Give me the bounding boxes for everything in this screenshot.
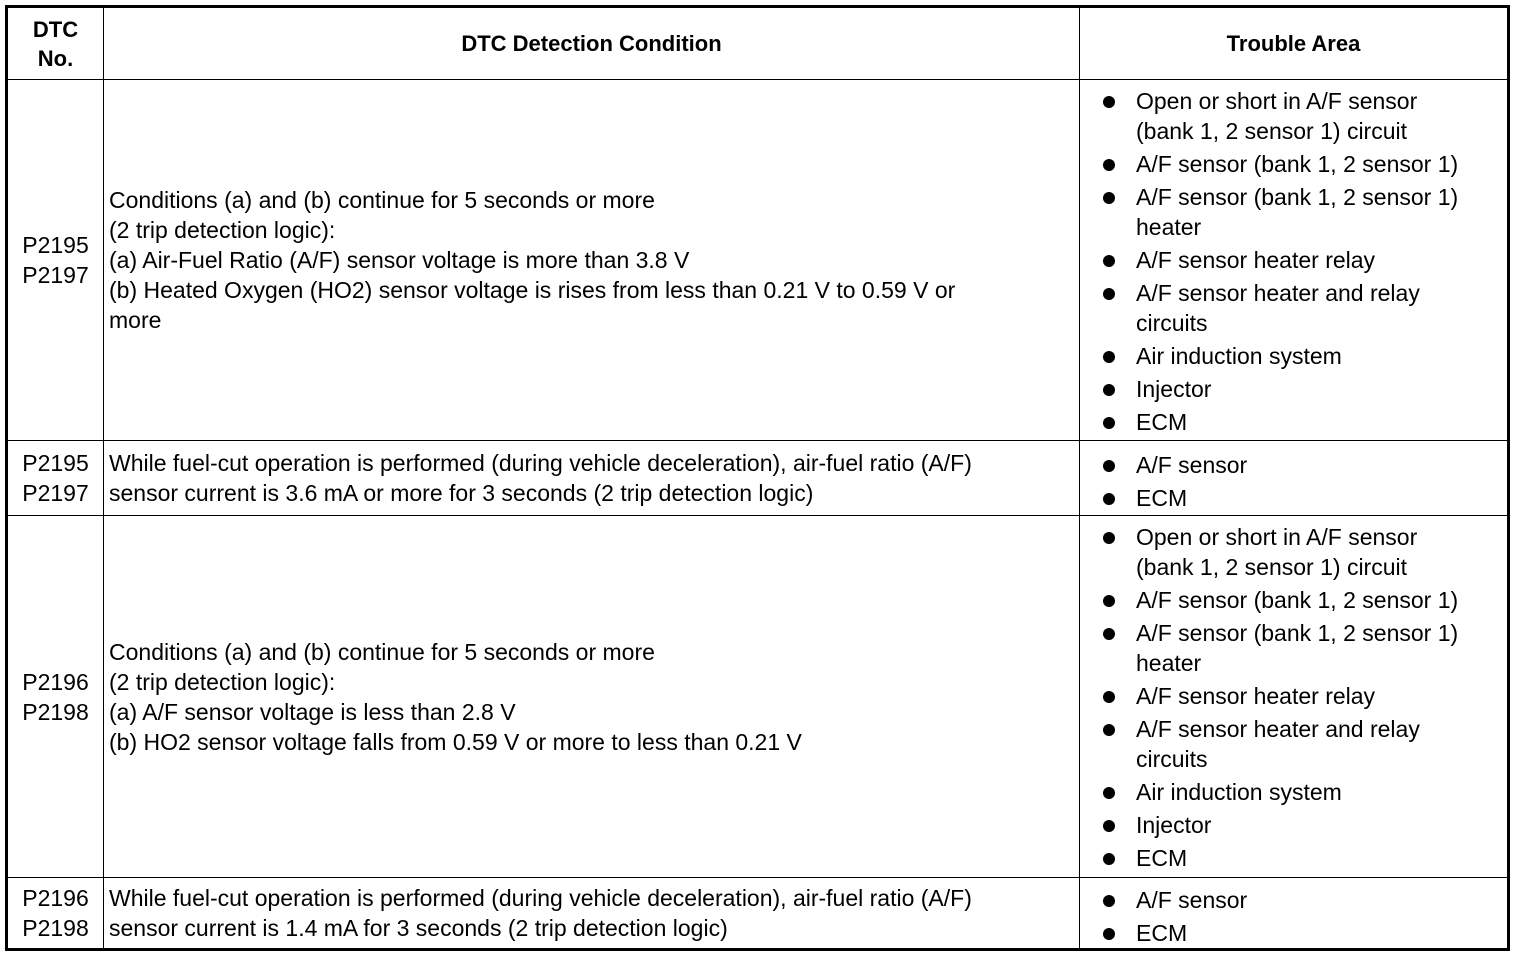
trouble-area-item [1100,483,1499,513]
detection-condition-cell [104,516,1080,878]
condition-line: (a) Air-Fuel Ratio (A/F) sensor voltage is more than 3.8 V [109,247,690,273]
dtc-table [5,5,1510,951]
trouble-area-item [1100,810,1499,840]
trouble-area-text: (bank 1, 2 sensor 1) circuit [1136,554,1408,580]
bullet-icon [1103,351,1115,363]
condition-line: (2 trip detection logic): [109,668,336,695]
bullet-icon [1103,724,1115,736]
trouble-area-text: A/F sensor (bank 1, 2 sensor 1) [1136,184,1459,210]
bullet-icon [1103,159,1115,171]
trouble-area-text: heater [1136,214,1202,240]
trouble-area-list [1100,450,1499,513]
trouble-area-text: Injector [1136,812,1212,838]
trouble-area-item [1100,681,1499,711]
header-condition: DTC Detection Condition [104,7,1080,80]
dtc-code: P2197 [22,480,89,506]
trouble-area-item [1100,245,1499,275]
dtc-code-cell [7,441,104,516]
table-row [7,80,1509,441]
dtc-code-cell [7,80,104,441]
bullet-icon [1103,787,1115,799]
condition-line: (b) HO2 sensor voltage falls from 0.59 V or more to less than 0.21 V [109,728,802,755]
trouble-area-cell [1080,80,1509,441]
trouble-area-text: Air induction system [1136,343,1342,369]
trouble-area-cell [1080,516,1509,878]
header-dtc-no [7,7,104,80]
bullet-icon [1103,628,1115,640]
trouble-area-text: Injector [1136,376,1212,402]
trouble-area-text: A/F sensor [1136,451,1248,478]
trouble-area-cell [1080,441,1509,516]
header-row [7,7,1509,80]
table-row [7,516,1509,878]
trouble-area-text: A/F sensor heater relay [1136,247,1376,273]
trouble-area-item [1100,585,1499,615]
trouble-area-item [1100,407,1499,437]
bullet-icon [1103,460,1115,472]
bullet-icon [1103,493,1115,505]
bullet-icon [1103,417,1115,429]
condition-line: sensor current is 1.4 mA for 3 seconds (2 trip detection logic) [109,915,728,941]
trouble-area-item [1100,182,1499,242]
condition-line: (b) Heated Oxygen (HO2) sensor voltage is rises from less than 0.21 V to 0.59 V or [109,277,956,303]
bullet-icon [1103,288,1115,300]
trouble-area-item [1100,777,1499,807]
trouble-area-text: circuits [1136,746,1208,772]
trouble-area-text: ECM [1136,919,1188,946]
trouble-area-list [1100,522,1499,873]
bullet-icon [1103,384,1115,396]
table-row [7,878,1509,950]
dtc-code: P2197 [22,262,89,288]
bullet-icon [1103,691,1115,703]
trouble-area-text: ECM [1136,409,1188,435]
trouble-area-item [1100,341,1499,371]
condition-line: Conditions (a) and (b) continue for 5 seconds or more [109,638,655,665]
dtc-code: P2198 [22,698,89,725]
trouble-area-item [1100,918,1499,948]
bullet-icon [1103,853,1115,865]
trouble-area-item [1100,374,1499,404]
trouble-area-item [1100,86,1499,146]
trouble-area-item [1100,714,1499,774]
dtc-code: P2198 [22,915,89,941]
bullet-icon [1103,895,1115,907]
condition-line: While fuel-cut operation is performed (during vehicle deceleration), air-fuel ratio (A/F) [109,885,972,911]
detection-condition-cell [104,878,1080,950]
dtc-code-cell [7,516,104,878]
bullet-icon [1103,928,1115,940]
trouble-area-item [1100,278,1499,338]
bullet-icon [1103,96,1115,108]
trouble-area-list [1100,86,1499,437]
trouble-area-item [1100,885,1499,915]
trouble-area-list [1100,885,1499,948]
detection-condition-cell [104,441,1080,516]
condition-line: more [109,307,162,333]
condition-line: (a) A/F sensor voltage is less than 2.8 V [109,698,516,725]
header-dtc-no-line-2: No. [37,45,74,71]
trouble-area-text: A/F sensor [1136,886,1248,913]
table-row [7,441,1509,516]
trouble-area-text: heater [1136,650,1202,676]
trouble-area-text: Open or short in A/F sensor [1136,524,1418,550]
condition-line: (2 trip detection logic): [109,217,336,243]
bullet-icon [1103,255,1115,267]
header-trouble-area: Trouble Area [1080,7,1509,80]
trouble-area-text: A/F sensor heater relay [1136,683,1376,709]
dtc-code: P2195 [22,232,89,258]
condition-line: Conditions (a) and (b) continue for 5 seconds or more [109,187,655,213]
bullet-icon [1103,820,1115,832]
trouble-area-text: A/F sensor (bank 1, 2 sensor 1) [1136,151,1459,177]
trouble-area-text: Air induction system [1136,779,1342,805]
trouble-area-text: ECM [1136,845,1188,871]
trouble-area-text: Open or short in A/F sensor [1136,88,1418,114]
bullet-icon [1103,595,1115,607]
trouble-area-item [1100,149,1499,179]
trouble-area-cell [1080,878,1509,950]
trouble-area-text: A/F sensor heater and relay [1136,280,1420,306]
header-dtc-no-line-1: DTC [32,16,79,42]
trouble-area-text: A/F sensor (bank 1, 2 sensor 1) [1136,587,1459,613]
trouble-area-item [1100,618,1499,678]
dtc-code-cell [7,878,104,950]
dtc-code: P2196 [22,668,89,695]
condition-line: sensor current is 3.6 mA or more for 3 seconds (2 trip detection logic) [109,480,814,506]
dtc-code: P2196 [22,885,89,911]
trouble-area-item [1100,522,1499,582]
trouble-area-item [1100,450,1499,480]
dtc-code: P2195 [22,450,89,476]
table-body [7,80,1509,950]
trouble-area-text: ECM [1136,484,1188,511]
bullet-icon [1103,532,1115,544]
bullet-icon [1103,192,1115,204]
detection-condition-cell [104,80,1080,441]
trouble-area-text: A/F sensor heater and relay [1136,716,1420,742]
trouble-area-item [1100,843,1499,873]
trouble-area-text: A/F sensor (bank 1, 2 sensor 1) [1136,620,1459,646]
trouble-area-text: circuits [1136,310,1208,336]
condition-line: While fuel-cut operation is performed (during vehicle deceleration), air-fuel ratio (A/F) [109,450,972,476]
trouble-area-text: (bank 1, 2 sensor 1) circuit [1136,118,1408,144]
